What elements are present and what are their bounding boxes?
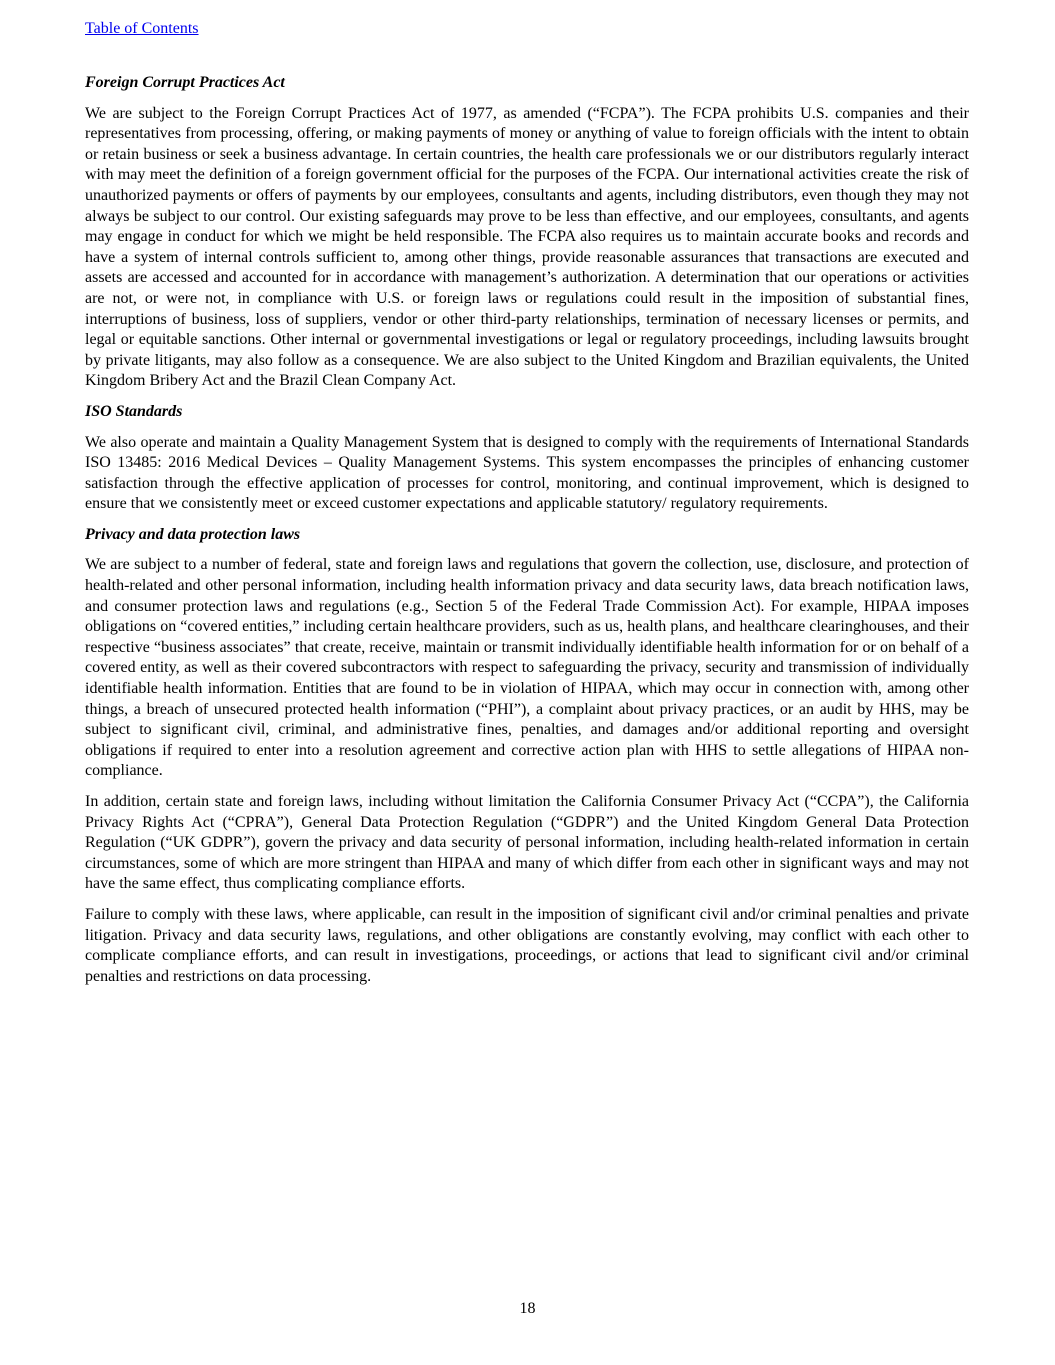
- section-heading-fcpa: Foreign Corrupt Practices Act: [85, 74, 285, 91]
- paragraph-iso: We also operate and maintain a Quality Management System that is designed to comply with the requirements of International Standards ISO 13485: 2016 Medical Devices – Quality Management Systems. This system encompasses the principles of enhancing customer satisfaction through the effective application of processes for control, monitoring, and continual improvement, which is designed to ensure that we consistently meet or exceed customer expectations and applicable statutory/ regulatory requirements.: [85, 433, 969, 513]
- section-heading-privacy: Privacy and data protection laws: [85, 525, 301, 543]
- paragraph-privacy-3: Failure to comply with these laws, where applicable, can result in the imposition of significant civil and/or criminal penalties and private litigation. Privacy and data security laws, regulations, and other obligations are constantly evolving, may conflict with each other to complicate compliance efforts, and can result in investigations, proceedings, or actions that lead to significant civil and/or criminal penalties and restrictions on data processing.: [85, 905, 969, 985]
- paragraph-privacy-1: We are subject to a number of federal, state and foreign laws and regulations that govern the collection, use, disclosure, and protection of health-related and other personal information, including health information privacy and data security laws, data breach notification laws, and consumer protection laws and regulations (e.g., Section 5 of the Federal Trade Commission Act). For example, HIPAA imposes obligations on “covered entities,” including certain healthcare providers, such as us, health plans, and healthcare clearinghouses, and their respective “business associates” that create, receive, maintain or transmit individually identifiable health information for or on behalf of a covered entity, as well as their covered subcontractors with respect to safeguarding the privacy, security and transmission of individually identifiable health information. Entities that are found to be in violation of HIPAA, which may occur in connection with, among other things, a breach of unsecured protected health information (“PHI”), a complaint about privacy practices, or an audit by HHS, may be subject to significant civil, criminal, and administrative fines, penalties, and damages and/or additional reporting and oversight obligations if required to enter into a resolution agreement and corrective action plan with HHS to settle allegations of HIPAA non-compliance.: [85, 556, 969, 780]
- paragraph-privacy-2: In addition, certain state and foreign laws, including without limitation the California Consumer Privacy Act (“CCPA”), the California Privacy Rights Act (“CPRA”), General Data Protection Regulation (“GDPR”) and the United Kingdom General Data Protection Regulation (“UK GDPR”), govern the privacy and data security of personal information, including health-related information in certain circumstances, some of which are more stringent than HIPAA and many of which differ from each other in significant ways and may not have the same effect, thus complicating compliance efforts.: [85, 793, 969, 893]
- table-of-contents-link[interactable]: Table of Contents: [85, 20, 199, 37]
- page-number: 18: [519, 1300, 536, 1317]
- document-body: [85, 73, 969, 997]
- section-heading-iso: ISO Standards: [85, 402, 183, 420]
- paragraph-fcpa: We are subject to the Foreign Corrupt Practices Act of 1977, as amended (“FCPA”). The FCPA prohibits U.S. companies and their representatives from processing, offering, or making payments of money or anything of value to foreign officials with the intent to obtain or retain business or seek a business advantage. In certain countries, the health care professionals we or our distributors regularly interact with may meet the definition of a foreign government official for the purposes of the FCPA. Our international activities create the risk of unauthorized payments or offers of payments by our employees, consultants and agents, including distributors, even though they may not always be subject to our control. Our existing safeguards may prove to be less than effective, and our employees, consultants, and agents may engage in conduct for which we might be held responsible. The FCPA also requires us to maintain accurate books and records and have a system of internal controls sufficient to, among other things, provide reasonable assurances that transactions are executed and assets are accessed and accounted for in accordance with management’s authorization. A determination that our operations or activities are not, or were not, in compliance with U.S. or foreign laws or regulations could result in the imposition of substantial fines, interruptions of business, loss of suppliers, vendor or other third-party relationships, termination of necessary licenses or permits, and legal or equitable sanctions. Other internal or governmental investigations or legal or regulatory proceedings, including lawsuits brought by private litigants, may also follow as a consequence. We are also subject to the United Kingdom and Brazilian equivalents, the United Kingdom Bribery Act and the Brazil Clean Company Act.: [85, 104, 969, 390]
